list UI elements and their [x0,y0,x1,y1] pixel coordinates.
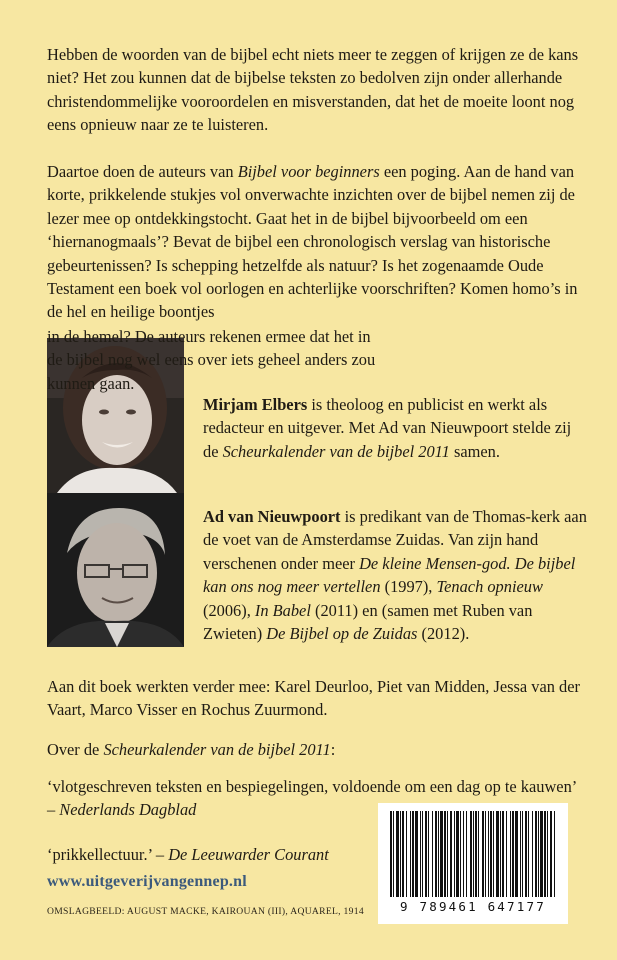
bio-text: (2012). [417,624,470,644]
isbn-number: 9 789461 647177 [400,899,546,914]
barcode-bar [425,811,427,897]
barcode-bar [488,811,489,897]
barcode-bar [456,811,459,897]
barcode-bar [502,811,504,897]
cover-image-credit: OMSLAGBEELD: AUGUST MACKE, KAIROUAN (III), AQUAREL, 1914 [47,906,364,917]
book-title: In Babel [254,600,311,620]
barcode-bar [510,811,511,897]
barcode-bar [466,811,467,897]
author-bio-ad-van-nieuwpoort [203,505,588,645]
intro-paragraph-2-post: een poging. Aan de hand van korte, prikkelende stukjes vol onverwachte inzichten over de bijbel nemen zij de lezer mee op ontdekkingstocht. Gaat het in de bijbel bijvoorbeeld om een ‘hiernanogmaals’? Bevat de bijbel een chronologisch verslag van historische gebeurtenissen? Is schepping hetzelfde als natuur? Is het zogenaamde Oude Testament een boek vol oorlogen en achterlijke voorschriften? Komen homo’s in de hel en heilige boontjes [47,162,578,322]
intro-paragraph-1: Hebben de woorden van de bijbel echt niets meer te zeggen of krijgen ze de kans niet? Het zou kunnen dat de bijbelse teksten zo bedolven zijn onder allerhande christendommelijke vooroordelen en misverstanden, dat het de moeite loont nog eens opnieuw naar ze te luisteren. [47,45,579,135]
quote-source: Nederlands Dagblad [59,800,197,820]
intro-paragraph-2 [47,160,587,324]
barcode-bar [438,811,439,897]
reviews-intro [47,738,587,761]
barcode-bar [470,811,472,897]
book-title: Bijbel voor beginners [237,162,380,181]
bio-text: (2011) en (samen met Ruben van Zwieten) [203,600,533,644]
barcode-bar [478,811,479,897]
barcode-bars [388,811,558,897]
barcode-bar [402,811,404,897]
barcode-bar [412,811,414,897]
barcode-bar [500,811,501,897]
barcode-bar [482,811,484,897]
barcode-bar [512,811,514,897]
barcode-bar [550,811,552,897]
review-quote-2 [47,843,377,866]
barcode-bar [535,811,537,897]
quote-text: ‘vlotgeschreven teksten en bespiegelingen, voldoende om een dag op te kauwen’ – [47,777,577,820]
barcode-bar [475,811,477,897]
barcode-bar [547,811,548,897]
book-title: Scheurkalender van de bijbel 2011 [222,441,450,461]
barcode-bar [473,811,474,897]
barcode-bar [393,811,394,897]
barcode-bar [554,811,555,897]
barcode-bar [463,811,464,897]
author-bio-mirjam-elbers [203,393,588,463]
barcode-bar [538,811,539,897]
barcode-bar [447,811,448,897]
barcode-bar [544,811,546,897]
bio-text: (1997), [380,577,437,597]
book-title: Scheurkalender van de bijbel 2011 [103,740,331,759]
barcode-bar [400,811,401,897]
quote-source: De Leeuwarder Courant [168,845,329,864]
contributors-credits: Aan dit boek werkten verder mee: Karel Deurloo, Piet van Midden, Jessa van der Vaart, Marco Visser en Rochus Zuurmond. [47,677,580,720]
barcode-bar [493,811,494,897]
bio-text: samen. [449,441,500,461]
quote-text: ‘prikkellectuur.’ – [47,845,169,864]
author-name-mirjam-elbers: Mirjam Elbers [203,395,308,414]
barcode-bar [432,811,433,897]
author-name-ad-van-nieuwpoort: Ad van Nieuwpoort [203,507,341,526]
publisher-website-link[interactable]: www.uitgeverijvangennep.nl [47,873,247,890]
reviews-intro-text: Over de [47,740,104,759]
barcode-bar [490,811,492,897]
barcode-bar [496,811,499,897]
barcode-bar [410,811,411,897]
intro-paragraph-2-pre: Daartoe doen de auteurs van [47,162,238,181]
isbn-barcode [378,803,568,924]
bio-text: (2006), [203,600,255,620]
barcode-bar [485,811,486,897]
barcode-bar [444,811,446,897]
barcode-bar [428,811,429,897]
barcode-bar [422,811,423,897]
book-title: Tenach opnieuw [436,577,543,597]
bio-text: is theoloog en publicist en werkt als redacteur en uitgever. Met Ad van Nieuwpoort stelde zij de [203,395,572,461]
barcode-bar [390,811,392,897]
book-title: De Bijbel op de Zuidas [266,624,418,644]
barcode-bar [415,811,418,897]
barcode-bar [515,811,518,897]
barcode-bar [520,811,521,897]
barcode-bar [532,811,533,897]
barcode-bar [540,811,543,897]
barcode-bar [435,811,437,897]
barcode-bar [440,811,443,897]
barcode-bar [506,811,507,897]
barcode-bar [528,811,529,897]
barcode-bar [450,811,452,897]
barcode-bar [525,811,527,897]
barcode-bar [522,811,523,897]
reviews-intro-text: : [330,740,336,759]
book-title: De kleine Mensen-god. De bijbel kan ons nog meer vertellen [203,553,576,597]
barcode-bar [454,811,455,897]
author-photo-ad-van-nieuwpoort [47,493,184,647]
barcode-bar [420,811,421,897]
bio-text: is predikant van de Thomas-kerk aan de voet van de Amsterdamse Zuidas. Van zijn hand verschenen onder meer [203,507,587,573]
intro-paragraph-2-end: in de hemel? De auteurs rekenen ermee dat het in de bijbel nog wel eens over iets geheel anders zou kunnen gaan. [47,327,376,393]
barcode-bar [406,811,407,897]
barcode-bar [396,811,399,897]
barcode-bar [460,811,461,897]
